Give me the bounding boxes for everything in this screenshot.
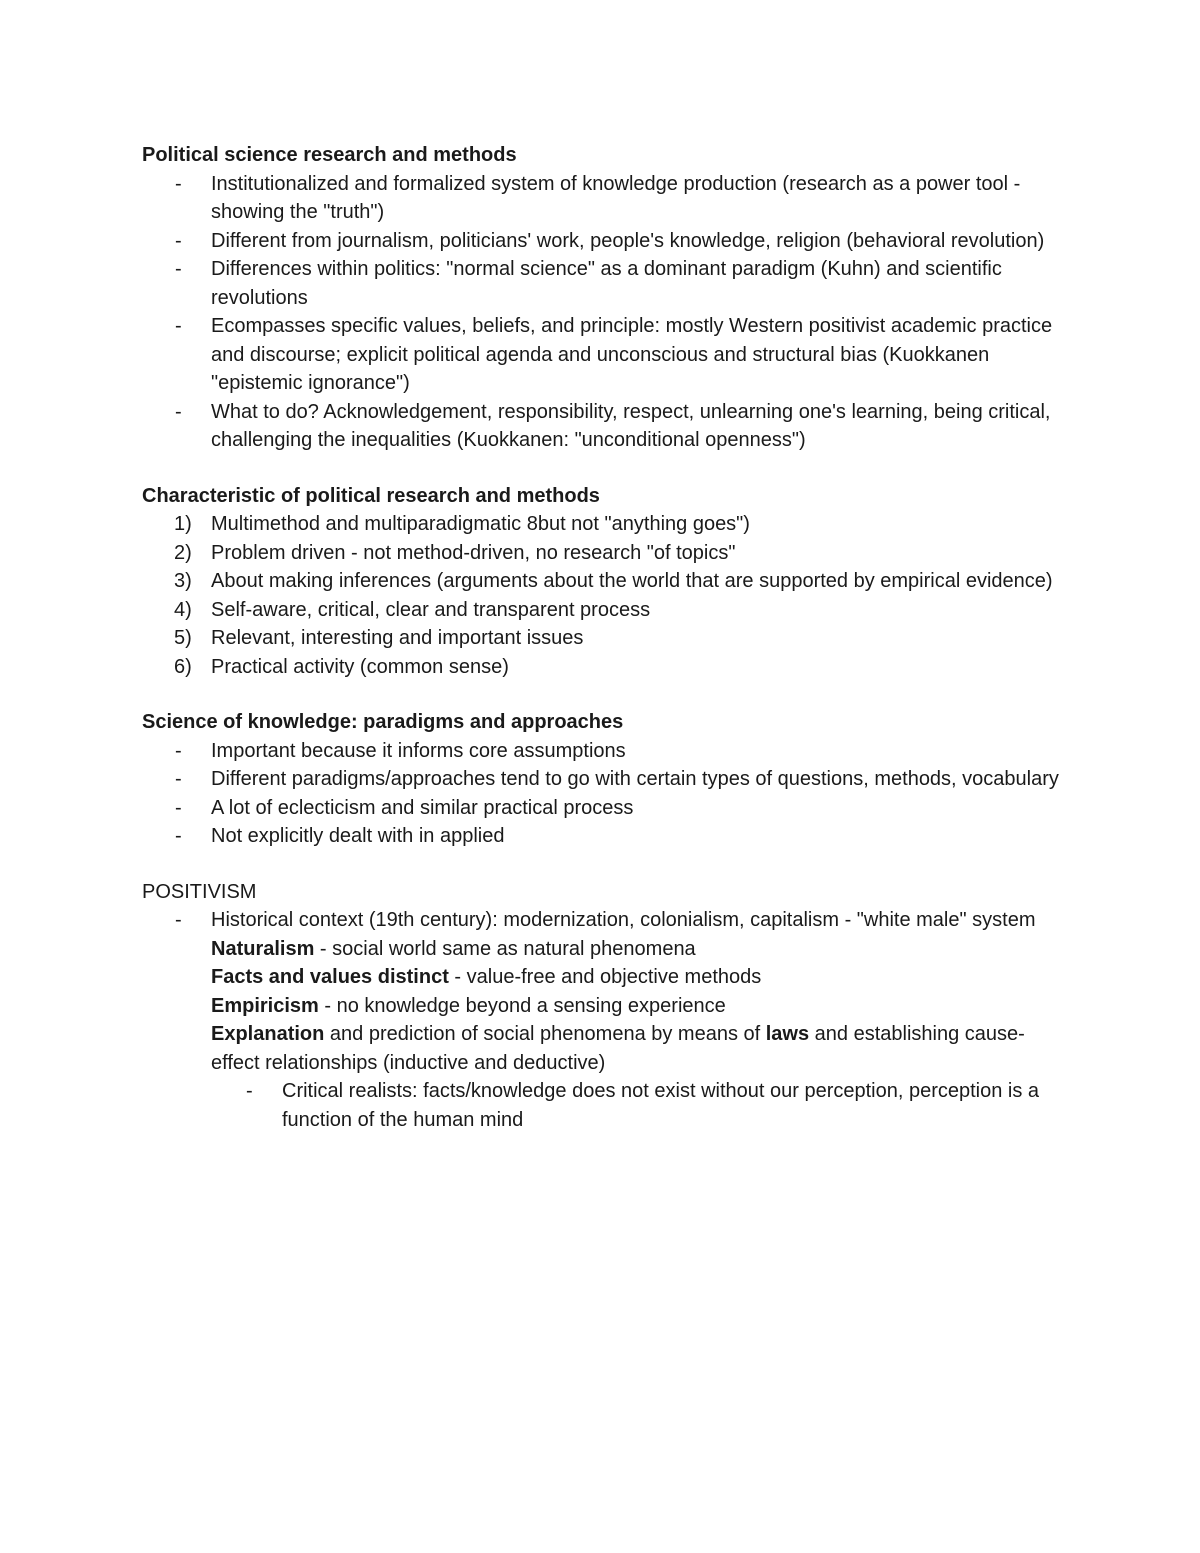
- bullet-dash: -: [175, 909, 182, 931]
- bullet-dash: -: [246, 1080, 253, 1102]
- list-item: 2) Problem driven - not method-driven, no research "of topics": [142, 539, 1062, 568]
- bullet-dash: -: [175, 825, 182, 847]
- nested-bullet-list: [142, 1077, 1062, 1134]
- list-item: - What to do? Acknowledgement, responsibility, respect, unlearning one's learning, being critical, challenging the inequalities (Kuokkanen: "unconditional openness"): [142, 398, 1062, 455]
- section-heading-science-of-knowledge: Science of knowledge: paradigms and approaches: [142, 711, 624, 733]
- list-number: 5): [174, 627, 192, 649]
- list-number: 6): [174, 655, 192, 678]
- list-item: - Ecompasses specific values, beliefs, and principle: mostly Western positivist academic practice and discourse; explicit political agenda and unconscious and structural bias (Kuokkanen "epistemic ignorance"): [142, 312, 1062, 398]
- document-content: [142, 141, 1062, 1134]
- section-heading-characteristic: Characteristic of political research and methods: [142, 484, 600, 507]
- spacer: [142, 455, 1062, 482]
- list-item: - Critical realists: facts/knowledge does not exist without our perception, perception is a function of the human mind: [142, 1077, 1062, 1134]
- list-item: 1) Multimethod and multiparadigmatic 8but not "anything goes"): [142, 510, 1062, 539]
- spacer: [142, 851, 1062, 878]
- bullet-dash: -: [175, 768, 182, 790]
- list-item: 6) Practical activity (common sense): [142, 653, 1062, 682]
- definition-empiricism: Empiricism - no knowledge beyond a sensing experience: [211, 994, 726, 1017]
- list-item: - Different paradigms/approaches tend to go with certain types of questions, methods, vocabulary: [142, 765, 1062, 794]
- list-item: 4) Self-aware, critical, clear and transparent process: [142, 596, 1062, 625]
- list-number: 1): [174, 513, 192, 535]
- bullet-list-science-of-knowledge: [142, 737, 1062, 851]
- bullet-dash: -: [175, 796, 182, 819]
- definition-explanation: Explanation and prediction of social phenomena by means of laws and establishing cause-effect relationships (inductive and deductive): [211, 1023, 1025, 1074]
- bullet-dash: -: [175, 739, 182, 762]
- list-item: 5) Relevant, interesting and important issues: [142, 624, 1062, 653]
- list-item: - Important because it informs core assumptions: [142, 737, 1062, 766]
- list-number: 2): [174, 541, 192, 564]
- list-item: - Historical context (19th century): modernization, colonialism, capitalism - "white male" system: [142, 906, 1062, 935]
- list-item: 3) About making inferences (arguments about the world that are supported by empirical evidence): [142, 567, 1062, 596]
- list-number: 3): [174, 570, 192, 592]
- list-item: - Differences within politics: "normal science" as a dominant paradigm (Kuhn) and scientific revolutions: [142, 255, 1062, 312]
- bullet-dash: -: [175, 315, 182, 337]
- definition-facts-values: Facts and values distinct - value-free and objective methods: [211, 966, 762, 988]
- bullet-dash: -: [175, 400, 182, 423]
- list-item: - Not explicitly dealt with in applied: [142, 822, 1062, 851]
- bullet-list-political-science: [142, 170, 1062, 455]
- section-heading-positivism: POSITIVISM: [142, 880, 257, 903]
- spacer: [142, 681, 1062, 708]
- list-item: - Institutionalized and formalized system of knowledge production (research as a power tool - showing the "truth"): [142, 170, 1062, 227]
- definition-naturalism: Naturalism - social world same as natural phenomena: [211, 937, 696, 960]
- list-item: - A lot of eclecticism and similar practical process: [142, 794, 1062, 823]
- bullet-list-positivism: [142, 906, 1062, 935]
- list-number: 4): [174, 598, 192, 621]
- bullet-dash: -: [175, 229, 182, 252]
- section-heading-political-science: Political science research and methods: [142, 144, 517, 166]
- numbered-list-characteristic: [142, 510, 1062, 681]
- list-item: - Different from journalism, politicians' work, people's knowledge, religion (behavioral revolution): [142, 227, 1062, 256]
- bullet-dash: -: [175, 258, 182, 280]
- bullet-dash: -: [175, 172, 182, 195]
